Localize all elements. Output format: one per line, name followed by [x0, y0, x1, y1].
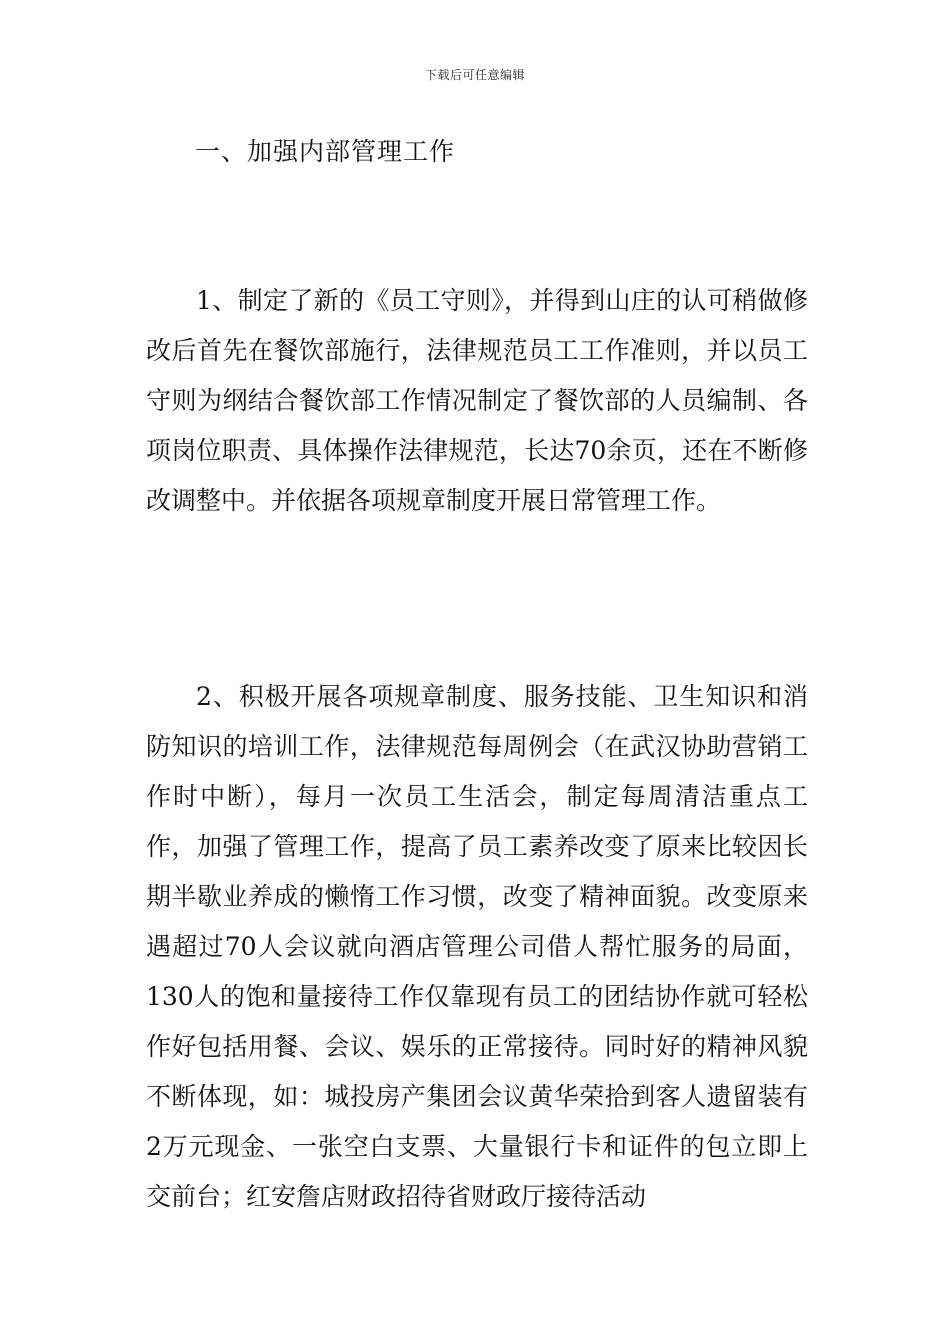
page-header-note: 下载后可任意编辑 [424, 68, 525, 82]
paragraph-1: 1、制定了新的《员工守则》，并得到山庄的认可稍做修改后首先在餐饮部施行，法律规范员工工作准则，并以员工守则为纲结合餐饮部工作情况制定了餐饮部的人员编制、各项岗位职责、具体操作法律规范，长达70余页，还在不断修改调整中。并依据各项规章制度开展日常管理工作。 [146, 286, 808, 515]
paragraph-2: 2、积极开展各项规章制度、服务技能、卫生知识和消防知识的培训工作，法律规范每周例会（在武汉协助营销工作时中断），每月一次员工生活会，制定每周清洁重点工作，加强了管理工作，提高了员工素养改变了原来比较因长期半歇业养成的懒惰工作习惯，改变了精神面貌。改变原来遇超过70人会议就向酒店管理公司借人帮忙服务的局面，130人的饱和量接待工作仅靠现有员工的团结协作就可轻松作好包括用餐、会议、娱乐的正常接待。同时好的精神风貌不断体现，如：城投房产集团会议黄华荣拾到客人遗留装有2万元现金、一张空白支票、大量银行卡和证件的包立即上交前台；红安詹店财政招待省财政厅接待活动 [146, 682, 808, 1211]
section-heading: 一、加强内部管理工作 [195, 137, 456, 166]
